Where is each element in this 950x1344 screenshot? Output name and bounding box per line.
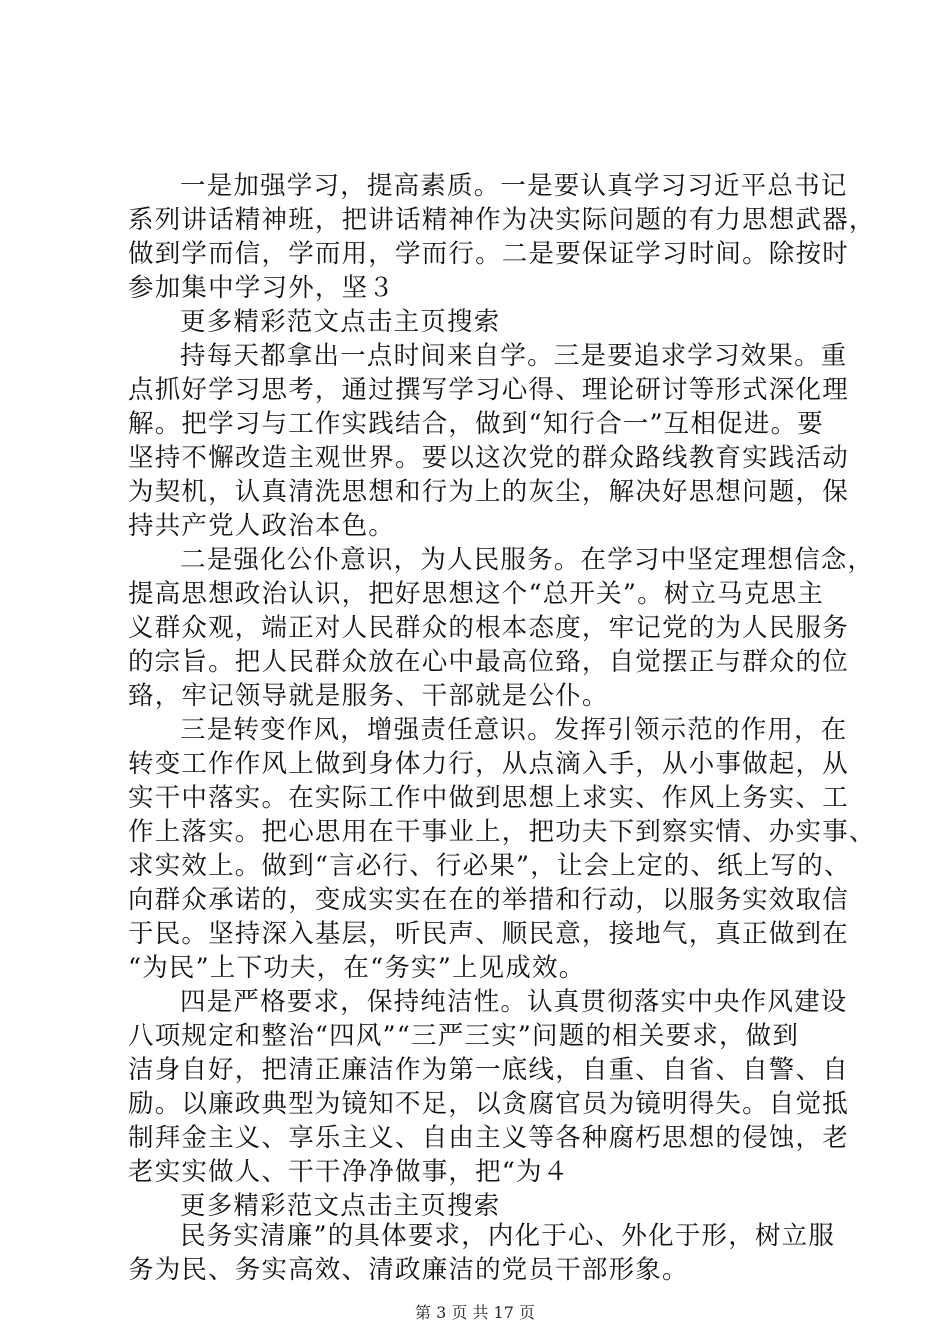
paragraph-line: 实干中落实。在实际工作中做到思想上求实、作风上务实、工 — [128, 783, 849, 813]
paragraph-line: 参加集中学习外，坚３ — [128, 273, 396, 303]
paragraph-line: 持共产党人政治本色。 — [128, 511, 396, 541]
paragraph-line: 义群众观，端正对人民群众的根本态度，牢记党的为人民服务 — [128, 613, 849, 643]
paragraph-line: 坚持不懈改造主观世界。要以这次党的群众路线教育实践活动 — [128, 443, 849, 473]
paragraph-line: 作上落实。把心思用在干事业上，把功夫下到察实情、办实事、 — [128, 817, 876, 847]
paragraph-line: 于民。坚持深入基层，听民声、顺民意，接地气，真正做到在 — [128, 919, 849, 949]
paragraph-line: 求实效上。做到“言必行、行必果”，让会上定的、纸上写的、 — [128, 851, 851, 881]
paragraph-line: 点抓好学习思考，通过撰写学习心得、理论研讨等形式深化理 — [128, 375, 849, 405]
paragraph-line: 向群众承诺的，变成实实在在的举措和行动，以服务实效取信 — [128, 885, 849, 915]
paragraph-line: 老实实做人、干干净净做事，把“为４ — [128, 1157, 570, 1187]
paragraph-line: 三是转变作风，增强责任意识。发挥引领示范的作用，在 — [180, 715, 848, 745]
paragraph-line: “为民”上下功夫，在“务实”上见成效。 — [128, 953, 586, 983]
paragraph-line: 做到学而信，学而用，学而行。二是要保证学习时间。除按时 — [128, 239, 849, 269]
promo-link-text: 更多精彩范文点击主页搜索 — [180, 1191, 501, 1221]
paragraph-line: 的宗旨。把人民群众放在心中最高位臵，自觉摆正与群众的位 — [128, 647, 849, 677]
paragraph-line: 系列讲话精神班，把讲话精神作为决实际问题的有力思想武器， — [128, 205, 876, 235]
paragraph-line: 臵，牢记领导就是服务、干部就是公仆。 — [128, 681, 609, 711]
paragraph-line: 一是加强学习，提高素质。一是要认真学习习近平总书记 — [180, 171, 848, 201]
paragraph-line: 四是严格要求，保持纯洁性。认真贯彻落实中央作风建设 — [180, 987, 848, 1017]
paragraph-line: 励。以廉政典型为镜知不足，以贪腐官员为镜明得失。自觉抵 — [128, 1089, 849, 1119]
page-number-footer: 第 3 页 共 17 页 — [415, 1303, 535, 1322]
paragraph-line: 解。把学习与工作实践结合，做到“知行合一”互相促进。要 — [128, 409, 824, 439]
paragraph-line: 转变工作作风上做到身体力行，从点滴入手，从小事做起，从 — [128, 749, 849, 779]
paragraph-line: 民务实清廉”的具体要求，内化于心、外化于形，树立服 — [180, 1221, 836, 1251]
paragraph-line: 制拜金主义、享乐主义、自由主义等各种腐朽思想的侵蚀，老 — [128, 1123, 849, 1153]
paragraph-line: 持每天都拿出一点时间来自学。三是要追求学习效果。重 — [180, 341, 848, 371]
paragraph-line: 二是强化公仆意识，为人民服务。在学习中坚定理想信念， — [180, 545, 875, 575]
promo-link-text: 更多精彩范文点击主页搜索 — [180, 307, 501, 337]
paragraph-line: 为契机，认真清洗思想和行为上的灰尘，解决好思想问题，保 — [128, 477, 849, 507]
paragraph-line: 提高思想政治认识，把好思想这个“总开关”。树立马克思主 — [128, 579, 824, 609]
paragraph-line: 务为民、务实高效、清政廉洁的党员干部形象。 — [128, 1255, 689, 1285]
paragraph-line: 洁身自好，把清正廉洁作为第一底线，自重、自省、自警、自 — [128, 1055, 849, 1085]
paragraph-line: 八项规定和整治“四风”“三严三实”问题的相关要求，做到 — [128, 1021, 800, 1051]
